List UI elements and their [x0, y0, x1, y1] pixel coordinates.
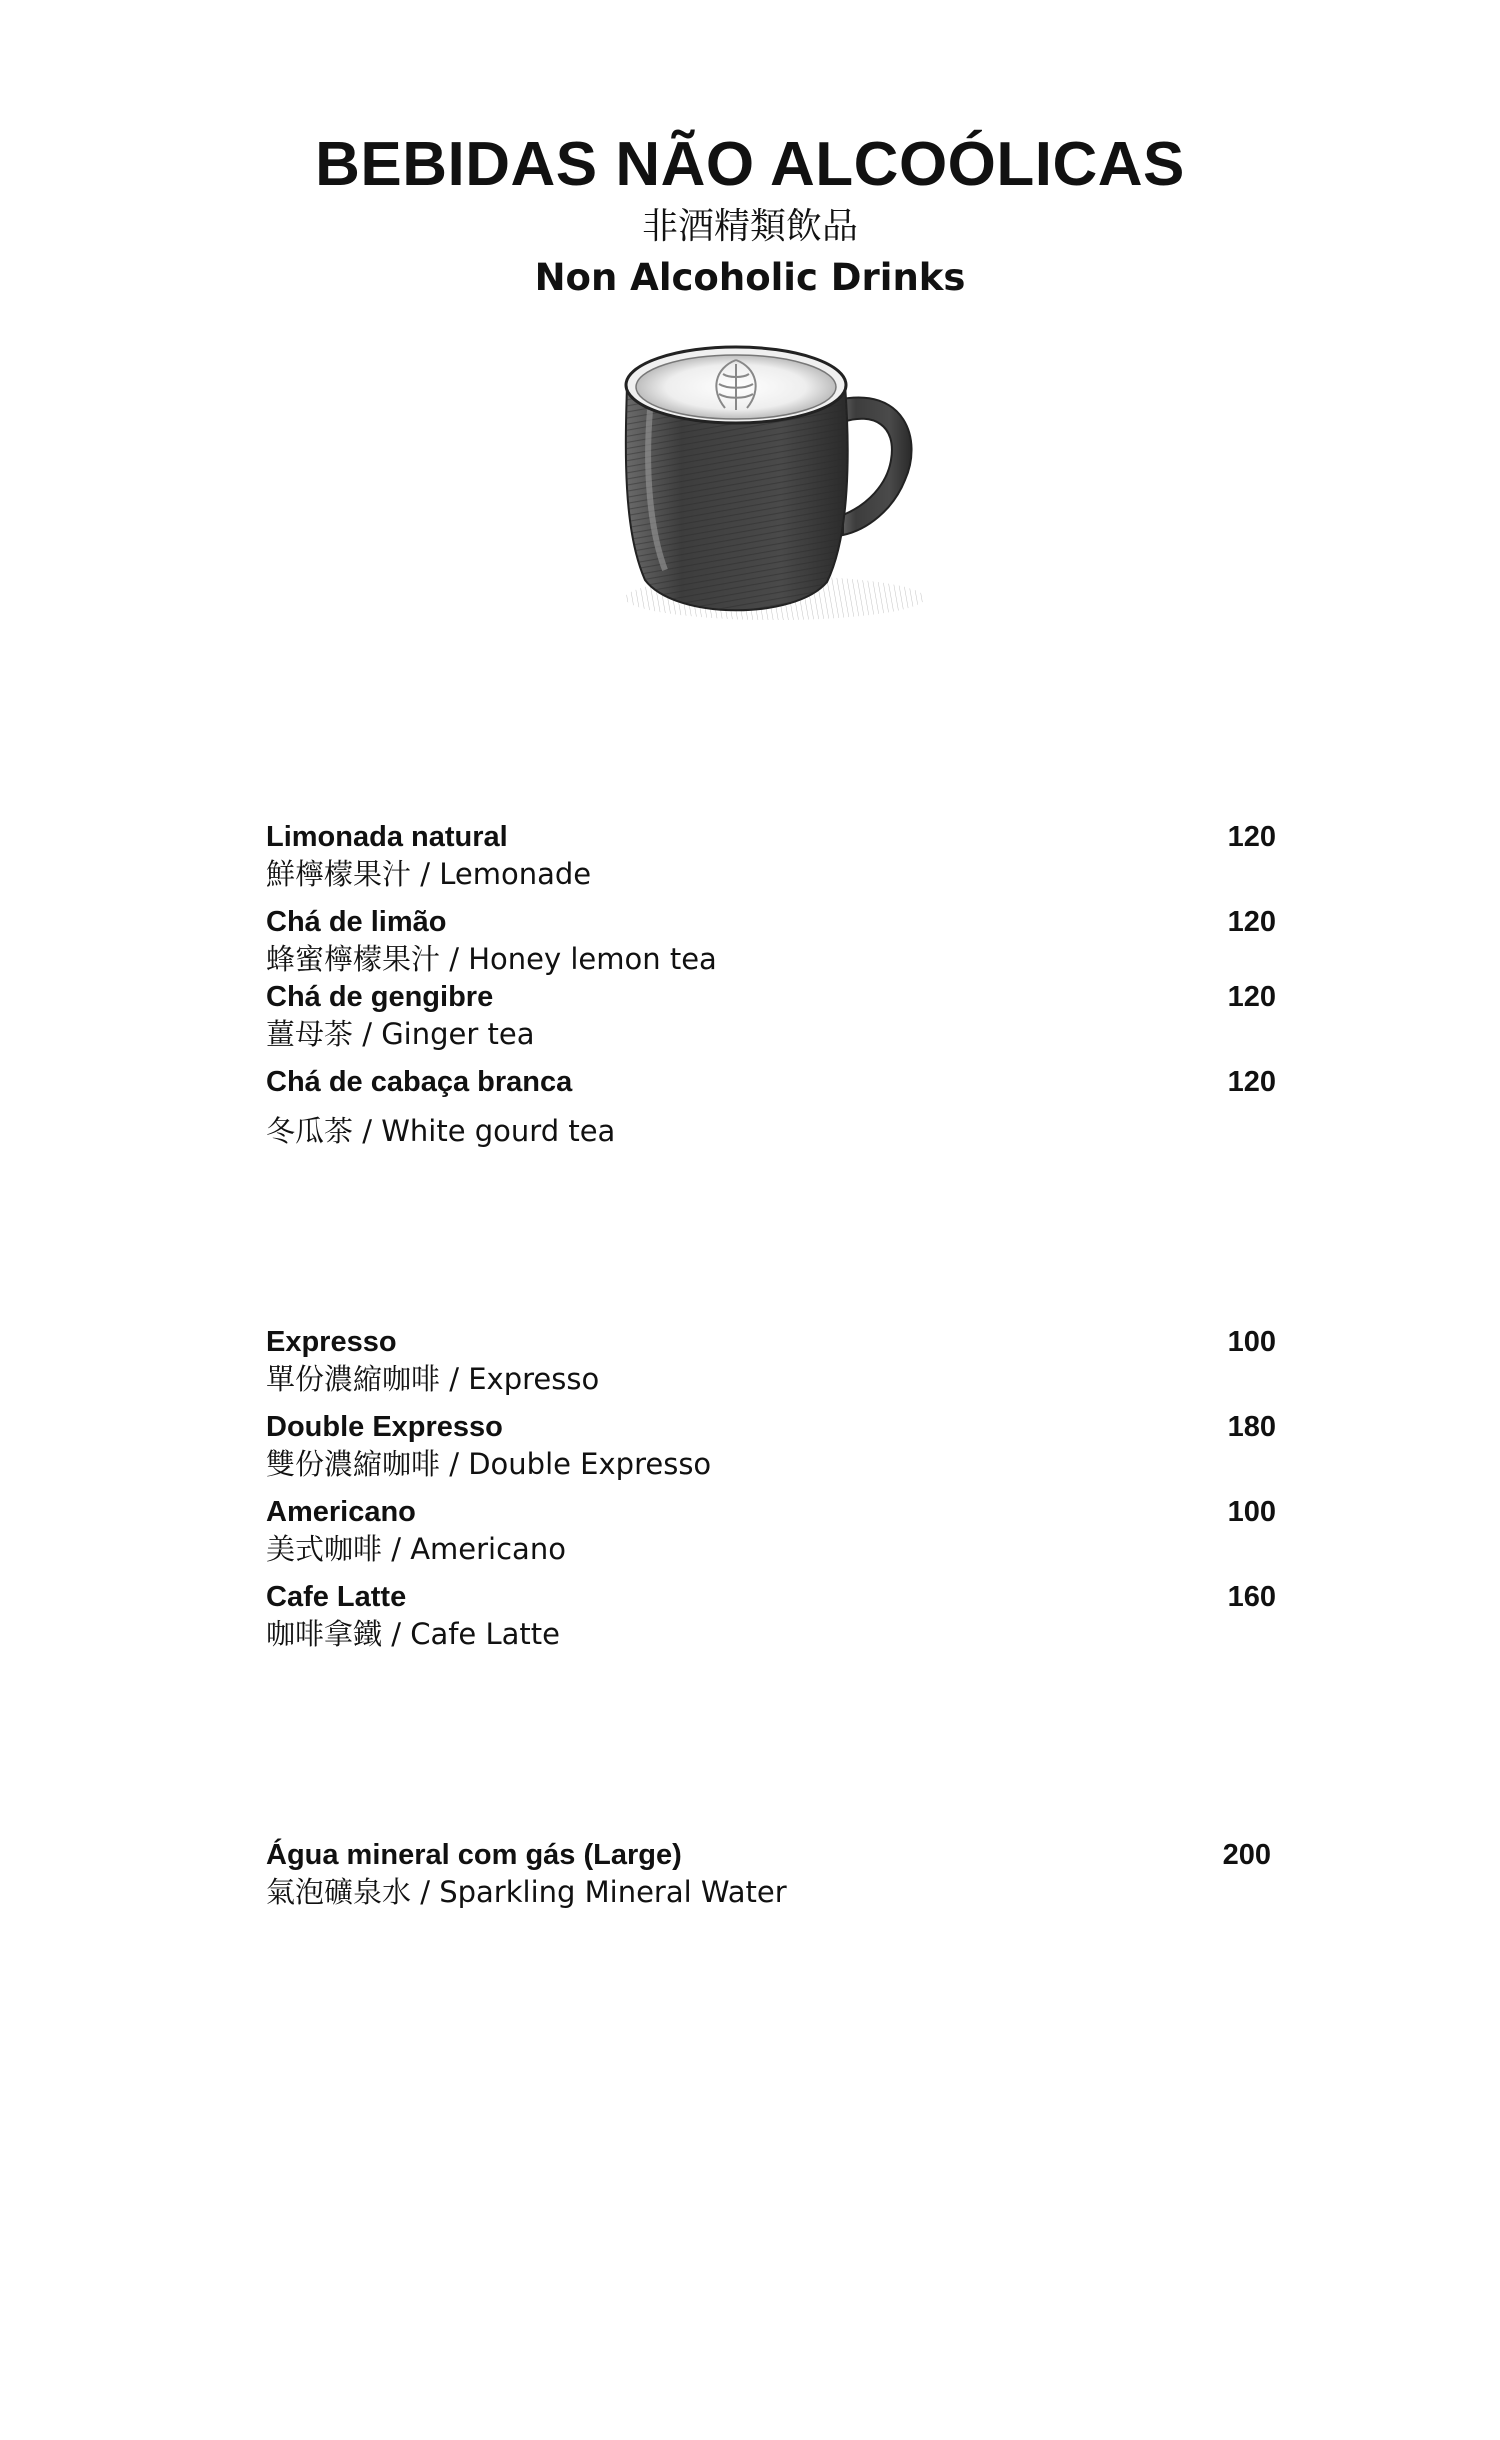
item-name: Expresso — [266, 1326, 397, 1358]
latte-cup-sketch-icon — [605, 330, 935, 660]
item-price: 120 — [1227, 981, 1276, 1013]
item-name: Limonada natural — [266, 821, 508, 853]
item-price: 120 — [1227, 906, 1276, 938]
item-translation: 雙份濃縮咖啡 / Double Expresso — [266, 1447, 712, 1481]
item-name: Chá de gengibre — [266, 981, 494, 1013]
item-name: Água mineral com gás (Large) — [266, 1839, 682, 1871]
item-name: Chá de limão — [266, 906, 447, 938]
page-title-english: Non Alcoholic Drinks — [534, 256, 966, 299]
page-title-chinese: 非酒精類飲品 — [641, 206, 858, 247]
item-translation: 咖啡拿鐵 / Cafe Latte — [266, 1617, 561, 1651]
item-price: 180 — [1227, 1411, 1276, 1443]
menu-header — [0, 130, 1500, 304]
item-price: 120 — [1227, 1066, 1276, 1098]
item-translation: 冬瓜茶 / White gourd tea — [266, 1114, 616, 1148]
item-translation: 蜂蜜檸檬果汁 / Honey lemon tea — [266, 942, 717, 976]
item-translation: 氣泡礦泉水 / Sparkling Mineral Water — [266, 1875, 787, 1909]
page-title: BEBIDAS NÃO ALCOÓLICAS — [315, 130, 1185, 199]
item-translation: 鮮檸檬果汁 / Lemonade — [266, 857, 592, 891]
item-translation: 薑母茶 / Ginger tea — [266, 1017, 535, 1051]
item-price: 200 — [1222, 1839, 1271, 1871]
item-name: Double Expresso — [266, 1411, 503, 1443]
item-price: 100 — [1227, 1326, 1276, 1358]
item-name: Chá de cabaça branca — [266, 1066, 573, 1098]
item-price: 120 — [1227, 821, 1276, 853]
item-translation: 單份濃縮咖啡 / Expresso — [266, 1362, 600, 1396]
item-translation: 美式咖啡 / Americano — [266, 1532, 566, 1566]
item-price: 100 — [1227, 1496, 1276, 1528]
item-name: Americano — [266, 1496, 416, 1528]
item-price: 160 — [1227, 1581, 1276, 1613]
item-name: Cafe Latte — [266, 1581, 407, 1613]
